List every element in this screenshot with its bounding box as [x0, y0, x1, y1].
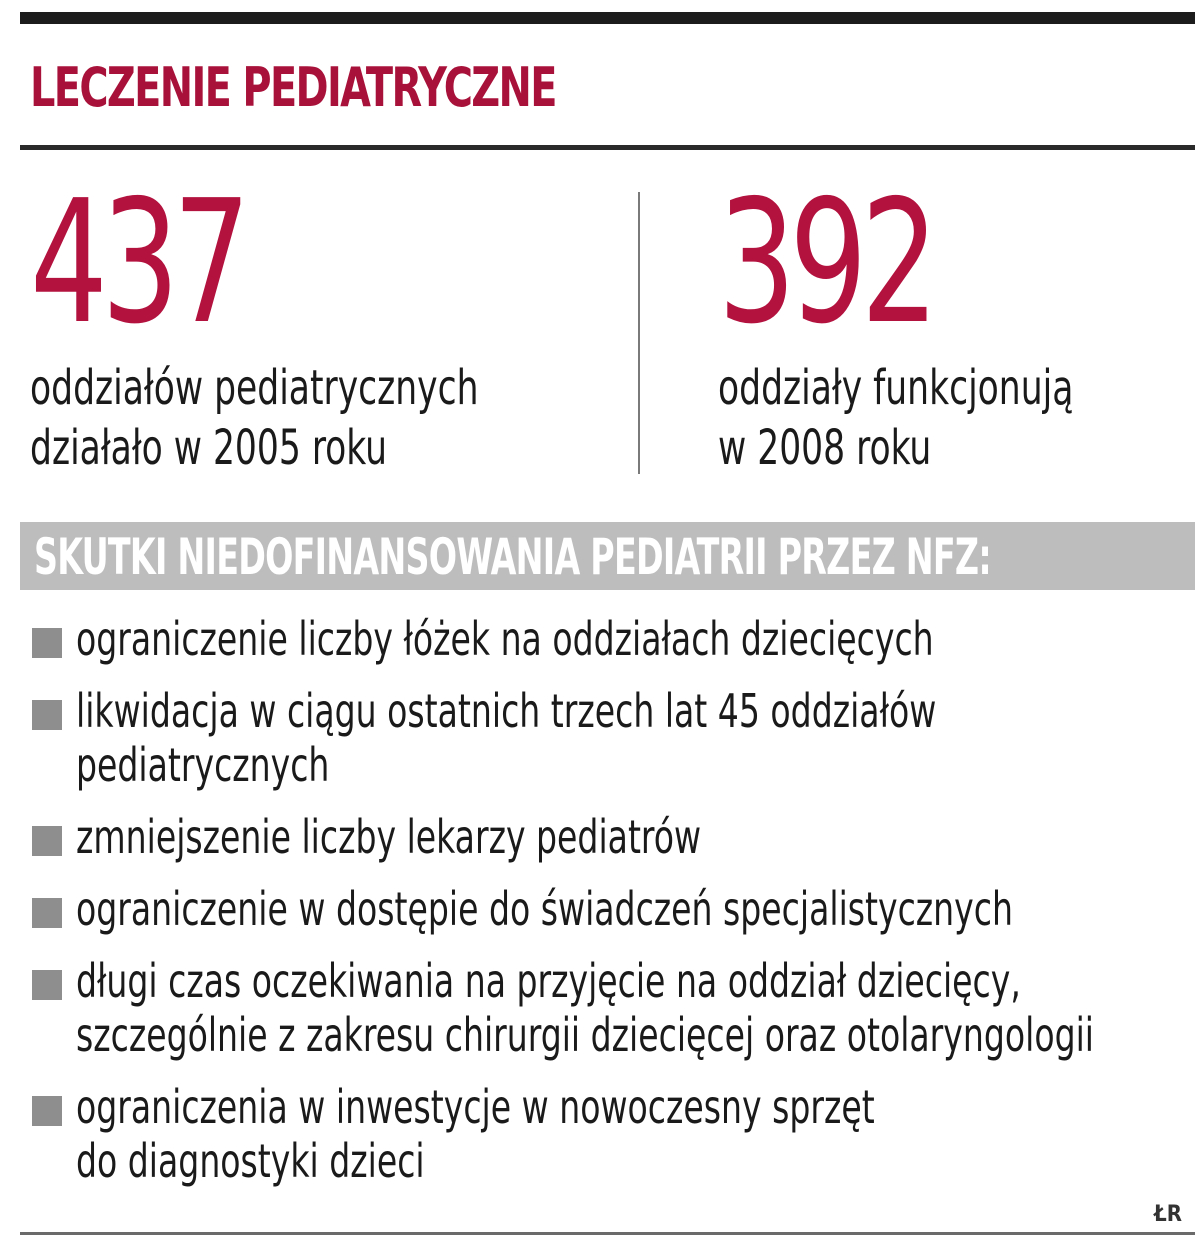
square-bullet-icon [32, 970, 62, 1000]
list-item-text: do diagnostyki dzieci [76, 1134, 425, 1188]
stat-2008 [718, 164, 1162, 478]
square-bullet-icon [32, 628, 62, 658]
infographic-title: LECZENIE PEDIATRYCZNE [30, 56, 556, 119]
list-item-text: ograniczenia w inwestycje w nowoczesny sprzęt [76, 1080, 875, 1134]
stat-caption-line: oddziały funkcjonują [718, 360, 1074, 416]
list-item [30, 1080, 1200, 1188]
list-item-text: likwidacja w ciągu ostatnich trzech lat 45 oddziałów [76, 684, 937, 738]
list-item [30, 684, 1200, 792]
list-item [30, 810, 1200, 864]
square-bullet-icon [32, 898, 62, 928]
title-underline [20, 145, 1195, 150]
bottom-rule [20, 1232, 1195, 1235]
stat-number: 437 [30, 164, 245, 362]
list-item-text: pediatrycznych [76, 738, 330, 792]
list-item-text: długi czas oczekiwania na przyjęcie na oddział dziecięcy, [76, 954, 1021, 1008]
list-item-text: szczególnie z zakresu chirurgii dziecięcej oraz otolaryngologii [76, 1008, 1095, 1062]
author-credit: ŁR [1154, 1202, 1182, 1227]
square-bullet-icon [32, 700, 62, 730]
list-item-text: zmniejszenie liczby lekarzy pediatrów [76, 810, 702, 864]
stat-2005 [30, 164, 591, 478]
top-rule [20, 12, 1195, 24]
stat-caption-line: działało w 2005 roku [30, 420, 388, 476]
square-bullet-icon [32, 1096, 62, 1126]
stat-divider [638, 192, 640, 474]
square-bullet-icon [32, 826, 62, 856]
list-item [30, 954, 1200, 1062]
list-item [30, 612, 1200, 666]
section-heading-band [20, 522, 1195, 590]
stat-number: 392 [718, 164, 933, 362]
section-heading: SKUTKI NIEDOFINANSOWANIA PEDIATRII PRZEZ NFZ: [34, 528, 991, 586]
list-item-text: ograniczenie w dostępie do świadczeń specjalistycznych [76, 882, 1013, 936]
stat-caption-line: w 2008 roku [718, 420, 932, 476]
list-item-text: ograniczenie liczby łóżek na oddziałach dziecięcych [76, 612, 934, 666]
stat-caption-line: oddziałów pediatrycznych [30, 360, 479, 416]
list-item [30, 882, 1200, 936]
effects-list [30, 612, 1200, 1188]
